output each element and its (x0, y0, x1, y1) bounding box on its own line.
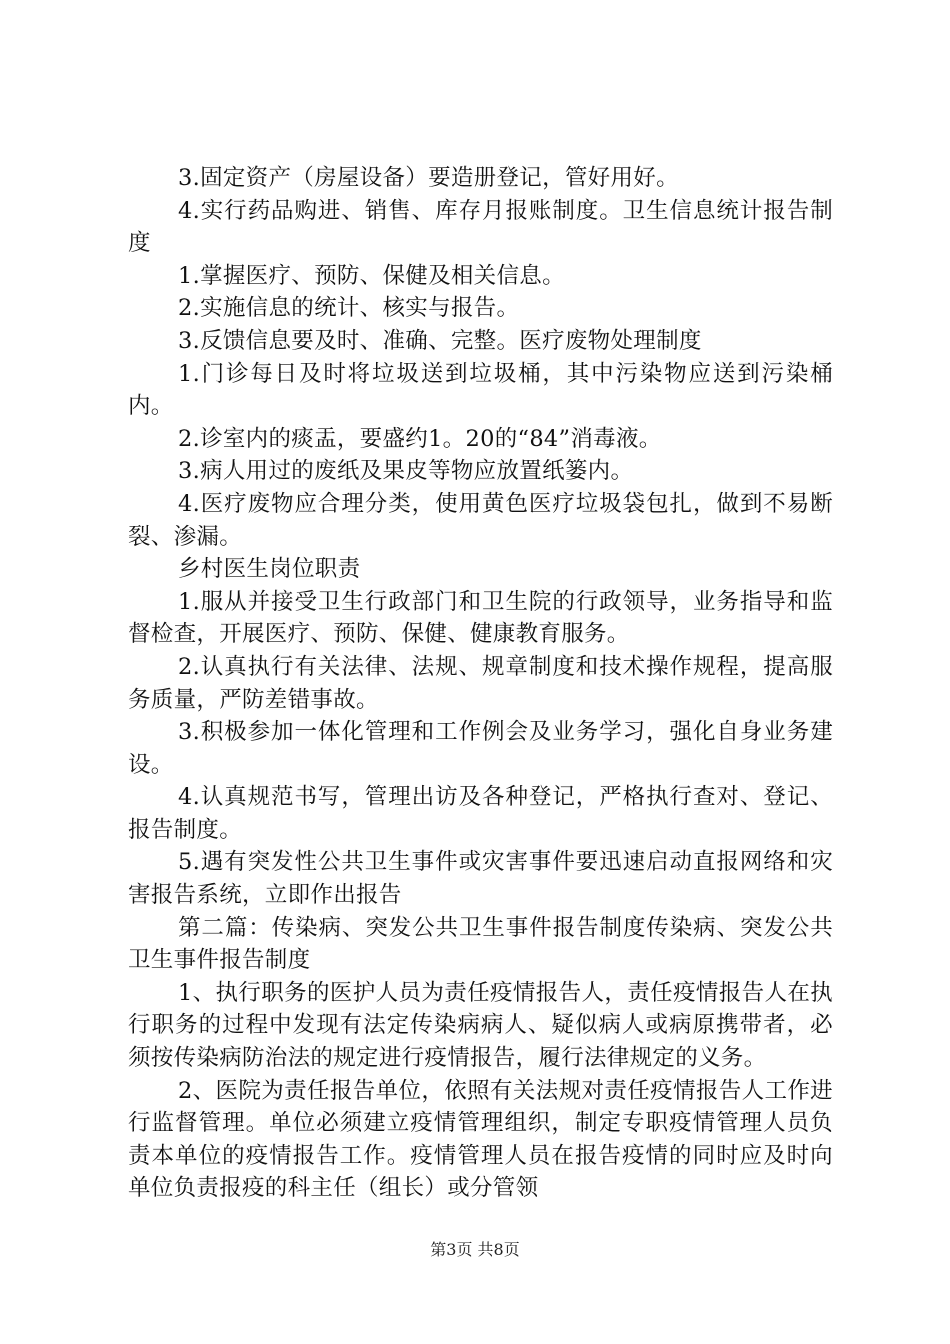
paragraph: 1.掌握医疗、预防、保健及相关信息。 (178, 262, 565, 289)
paragraph: 2、医院为责任报告单位，依照有关法规对责任疫情报告人工作进行监督管理。单位必须建立疫情管理组织，制定专职疫情管理人员负责本单位的疫情报告工作。疫情管理人员在报告疫情的同时应及时向单位负责报疫的科主任（组长）或分管领 (128, 1077, 833, 1202)
paragraph: 2.实施信息的统计、核实与报告。 (178, 295, 520, 322)
section-heading: 乡村医生岗位职责 (178, 556, 361, 583)
chapter-heading: 第二篇：传染病、突发公共卫生事件报告制度传染病、突发公共卫生事件报告制度 (128, 914, 833, 974)
paragraph: 2.认真执行有关法律、法规、规章制度和技术操作规程，提高服务质量，严防差错事故。 (128, 653, 833, 713)
paragraph: 3.积极参加一体化管理和工作例会及业务学习，强化自身业务建设。 (128, 719, 833, 778)
paragraph: 3.病人用过的废纸及果皮等物应放置纸篓内。 (178, 458, 634, 485)
document-body (128, 162, 833, 1205)
paragraph: 4.医疗废物应合理分类，使用黄色医疗垃圾袋包扎，做到不易断裂、渗漏。 (128, 490, 833, 550)
paragraph: 1.门诊每日及时将垃圾送到垃圾桶，其中污染物应送到污染桶内。 (128, 360, 833, 420)
paragraph: 1、执行职务的医护人员为责任疫情报告人，责任疫情报告人在执行职务的过程中发现有法定传染病病人、疑似病人或病原携带者，必须按传染病防治法的规定进行疫情报告，履行法律规定的义务。 (128, 979, 833, 1072)
paragraph: 4.认真规范书写，管理出访及各种登记，严格执行查对、登记、报告制度。 (128, 784, 833, 843)
page-number-footer: 第3页 共8页 (430, 1240, 520, 1259)
paragraph: 5.遇有突发性公共卫生事件或灾害事件要迅速启动直报网络和灾害报告系统，立即作出报告 (128, 849, 833, 909)
paragraph: 3.固定资产（房屋设备）要造册登记，管好用好。 (178, 165, 679, 191)
paragraph: 2.诊室内的痰盂，要盛约1。20的“84”消毒液。 (178, 425, 662, 452)
paragraph: 4.实行药品购进、销售、库存月报账制度。卫生信息统计报告制度 (128, 197, 833, 257)
paragraph: 3.反馈信息要及时、准确、完整。医疗废物处理制度 (178, 327, 702, 354)
paragraph: 1.服从并接受卫生行政部门和卫生院的行政领导，业务指导和监督检查，开展医疗、预防、保健、健康教育服务。 (128, 588, 833, 648)
